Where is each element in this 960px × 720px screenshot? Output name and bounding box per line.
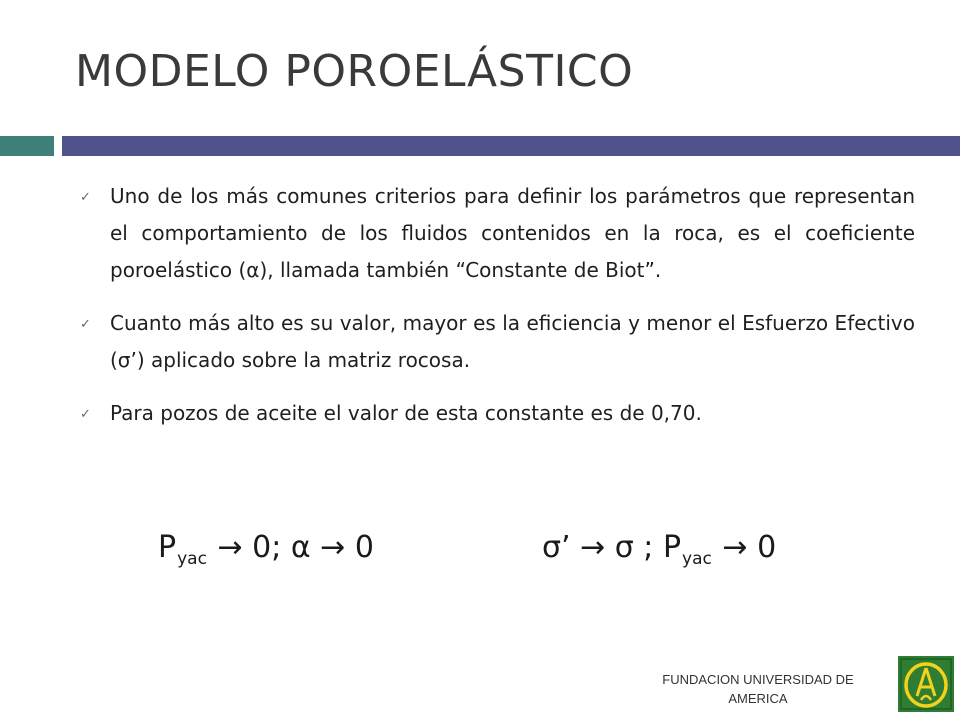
footer-line: FUNDACION UNIVERSIDAD DE xyxy=(662,672,854,687)
accent-bar-teal xyxy=(0,136,54,156)
checkmark-icon: ✓ xyxy=(80,317,91,332)
formula-expression: σ’ → σ ; P xyxy=(542,530,682,565)
formula-stress xyxy=(542,530,776,569)
bullet-text: Uno de los más comunes criterios para definir los parámetros que representan el comportamiento de los fluidos contenidos en la roca, es el coeficiente poroelástico (α), llamada también “Constante de Biot”. xyxy=(110,184,915,282)
university-seal-icon xyxy=(898,656,954,712)
formula-pressure-alpha xyxy=(158,530,374,569)
bullet-text: Para pozos de aceite el valor de esta constante es de 0,70. xyxy=(110,401,702,425)
formula-subscript: yac xyxy=(177,549,207,569)
formula-symbol: P xyxy=(158,530,177,565)
checkmark-icon: ✓ xyxy=(80,190,91,205)
footer-line: AMERICA xyxy=(728,691,788,706)
bullet-list xyxy=(80,178,915,448)
bullet-item xyxy=(80,305,915,379)
slide-title: MODELO POROELÁSTICO xyxy=(75,46,634,97)
accent-bar-purple xyxy=(62,136,960,156)
formula-expression: → 0 xyxy=(712,530,777,565)
bullet-text: Cuanto más alto es su valor, mayor es la eficiencia y menor el Esfuerzo Efectivo (σ’) aplicado sobre la matriz rocosa. xyxy=(110,311,915,372)
footer-institution xyxy=(633,670,883,708)
checkmark-icon: ✓ xyxy=(80,407,91,422)
bullet-item xyxy=(80,178,915,289)
bullet-item xyxy=(80,395,915,432)
formula-expression: → 0; α → 0 xyxy=(207,530,374,565)
formula-subscript: yac xyxy=(682,549,712,569)
